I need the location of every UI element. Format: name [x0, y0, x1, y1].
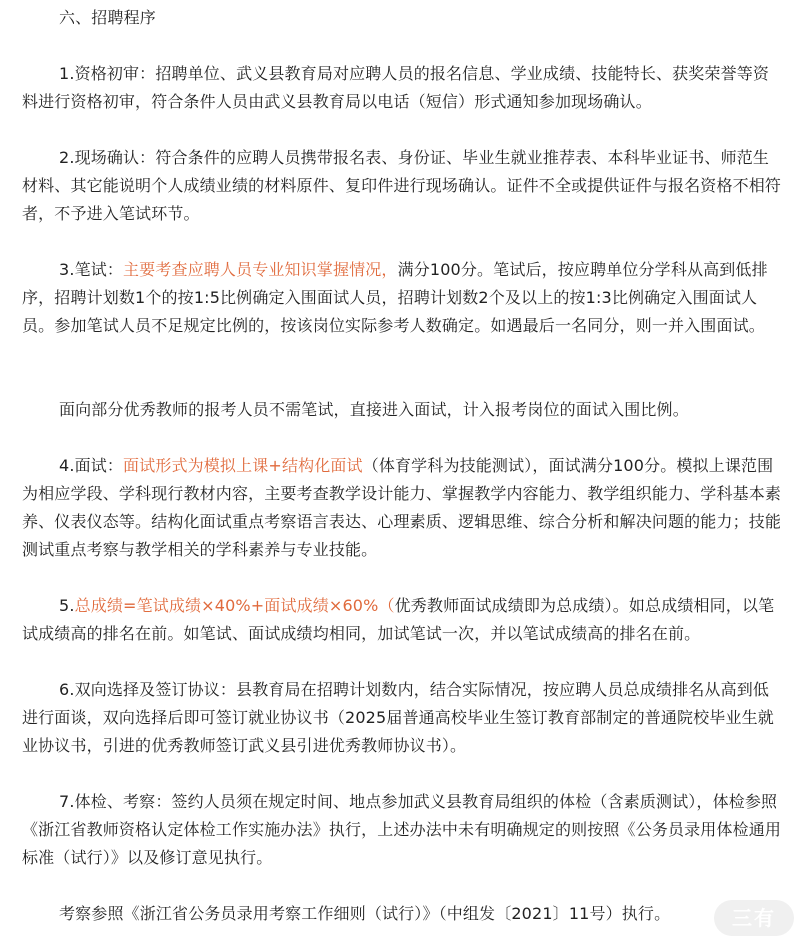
paragraph-onsite-confirmation: 2.现场确认：符合条件的应聘人员携带报名表、身份证、毕业生就业推荐表、本科毕业证书、师范生材料、其它能说明个人成绩业绩的材料原件、复印件进行现场确认。证件不全或提供证件与报名资格不相符者，不予进入笔试环节。: [22, 148, 782, 223]
total-score-rest: 优秀教师面试成绩即为总成绩）。如总成绩相同，以笔试成绩高的排名在前。如笔试、面试成绩均相同，加试笔试一次，并以笔试成绩高的排名在前。: [22, 596, 775, 643]
written-exam-rest: 满分100分。笔试后，按应聘单位分学科从高到低排序，招聘计划数1个的按1:5比例确定入围面试人员，招聘计划数2个及以上的按1:3比例确定入围面试人员。参加笔试人员不足规定比例的，按该岗位实际参考人数确定。如遇最后一名同分，则一并入围面试。: [22, 260, 768, 335]
interview-highlight: 面试形式为模拟上课+结构化面试: [123, 456, 363, 475]
paragraph-physical-exam: 7.体检、考察：签约人员须在规定时间、地点参加武义县教育局组织的体检（含素质测试），体检参照《浙江省教师资格认定体检工作实施办法》执行，上述办法中未有明确规定的则按照《公务员录用体检通用标准（试行）》以及修订意见执行。: [22, 792, 782, 867]
interview-prefix: 4.面试：: [59, 456, 124, 475]
watermark-logo: 三有: [714, 900, 794, 936]
written-exam-highlight: 主要考查应聘人员专业知识掌握情况，: [123, 260, 398, 279]
paragraph-qualification-review: 1.资格初审：招聘单位、武义县教育局对应聘人员的报名信息、学业成绩、技能特长、获奖荣誉等资料进行资格初审，符合条件人员由武义县教育局以电话（短信）形式通知参加现场确认。: [22, 64, 770, 111]
paragraph-investigation: 考察参照《浙江省公务员录用考察工作细则（试行）》（中组发〔2021〕11号）执行。: [59, 904, 671, 923]
paragraph-written-exam: [22, 256, 782, 340]
paragraph-total-score: [22, 592, 782, 648]
total-score-highlight: 总成绩=笔试成绩×40%+面试成绩×60%（: [74, 596, 395, 615]
interview-rest: （体育学科为技能测试），面试满分100分。模拟上课范围为相应学段、学科现行教材内容，主要考查教学设计能力、掌握教学内容能力、教学组织能力、学科基本素养、仪表仪态等。结构化面试重点考察语言表达、心理素质、逻辑思维、综合分析和解决问题的能力；技能测试重点考察与教学相关的学科素养与专业技能。: [22, 456, 782, 559]
written-exam-prefix: 3.笔试：: [59, 260, 124, 279]
total-score-prefix: 5.: [59, 596, 75, 615]
section-heading: 六、招聘程序: [59, 8, 156, 27]
paragraph-excellent-teacher-note: 面向部分优秀教师的报考人员不需笔试，直接进入面试，计入报考岗位的面试入围比例。: [59, 400, 689, 419]
paragraph-agreement: 6.双向选择及签订协议：县教育局在招聘计划数内，结合实际情况，按应聘人员总成绩排名从高到低进行面谈，双向选择后即可签订就业协议书（2025届普通高校毕业生签订教育部制定的普通院校毕业生就业协议书，引进的优秀教师签订武义县引进优秀教师协议书）。: [22, 680, 774, 755]
paragraph-interview: [22, 452, 782, 564]
